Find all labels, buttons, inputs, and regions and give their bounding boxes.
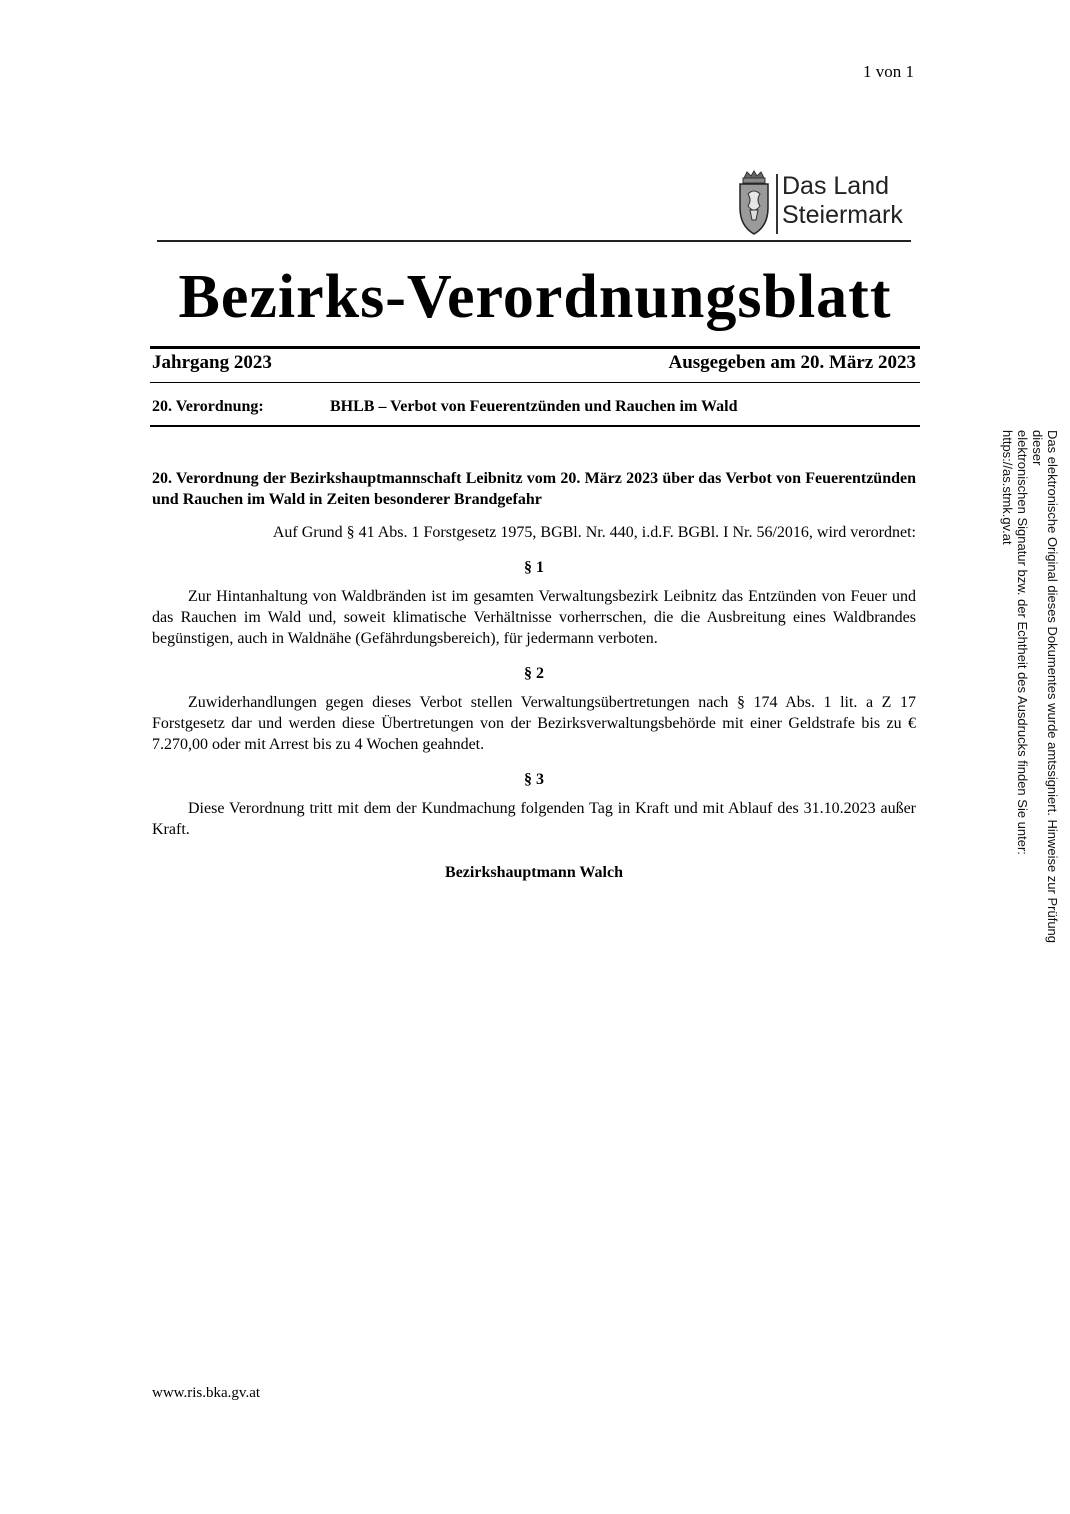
coat-of-arms-icon — [736, 170, 772, 238]
regulation-number: 20. Verordnung: — [152, 398, 264, 415]
section-2-mark: § 2 — [524, 665, 544, 682]
logo-wordmark — [782, 172, 903, 230]
signature-notice-sidebar — [1000, 430, 1060, 970]
issued-date-label: Ausgegeben am 20. März 2023 — [668, 352, 916, 373]
issue-info-row — [152, 352, 916, 374]
year-label: Jahrgang 2023 — [152, 352, 272, 373]
preamble: Auf Grund § 41 Abs. 1 Forstgesetz 1975, BGBl. Nr. 440, i.d.F. BGBl. I Nr. 56/2016, wird verordnet: — [272, 524, 916, 541]
regulation-rule — [150, 425, 920, 427]
footer-url: www.ris.bka.gv.at — [152, 1385, 261, 1401]
logo-line2: Steiermark — [782, 201, 903, 229]
steiermark-logo — [736, 168, 914, 240]
section-2-text: Zuwiderhandlungen gegen dieses Verbot stellen Verwaltungsübertretungen nach § 174 Abs. 1 lit. a Z 17 Forstgesetz dar und werden diese Übertretungen von der Bezirksverwaltungsbehörde mit einer Geldstrafe bis zu € 7.270,00 oder mit Arrest bis zu 4 Wochen geahndet. — [152, 694, 916, 753]
sidebar-line-1: Das elektronische Original dieses Dokumentes wurde amtssigniert. Hinweise zur Prüfung dieser — [1030, 430, 1060, 944]
sidebar-line-2: elektronischen Signatur bzw. der Echtheit des Ausdrucks finden Sie unter: https://as.stmk.gv.at — [1000, 430, 1030, 855]
document-body — [152, 468, 916, 883]
regulation-row — [152, 398, 916, 416]
logo-line1: Das Land — [782, 172, 890, 200]
issue-rule — [150, 382, 920, 383]
section-3-text: Diese Verordnung tritt mit dem der Kundmachung folgenden Tag in Kraft und mit Ablauf des 31.10.2023 außer Kraft. — [152, 800, 916, 838]
top-rule — [157, 240, 911, 242]
masthead-rule — [150, 346, 920, 349]
section-1-text: Zur Hintanhaltung von Waldbränden ist im gesamten Verwaltungsbezirk Leibnitz das Entzünden von Feuer und das Rauchen im Wald und, soweit klimatische Verhältnisse vorherrschen, die die Ausbreitung eines Waldbrandes begünstigen, auch in Waldnähe (Gefährdungsbereich), für jedermann verboten. — [152, 588, 916, 647]
signature: Bezirkshauptmann Walch — [445, 864, 623, 881]
regulation-subject: BHLB – Verbot von Feuerentzünden und Rauchen im Wald — [330, 398, 738, 415]
logo-divider — [776, 174, 778, 234]
section-3-mark: § 3 — [524, 771, 544, 788]
document-heading: 20. Verordnung der Bezirkshauptmannschaft Leibnitz vom 20. März 2023 über das Verbot von Feuerentzünden und Rauchen im Wald in Zeiten besonderer Brandgefahr — [152, 470, 916, 508]
page-counter: 1 von 1 — [863, 62, 914, 81]
section-1-mark: § 1 — [524, 559, 544, 576]
masthead-title: Bezirks-Verordnungsblatt — [178, 263, 892, 331]
